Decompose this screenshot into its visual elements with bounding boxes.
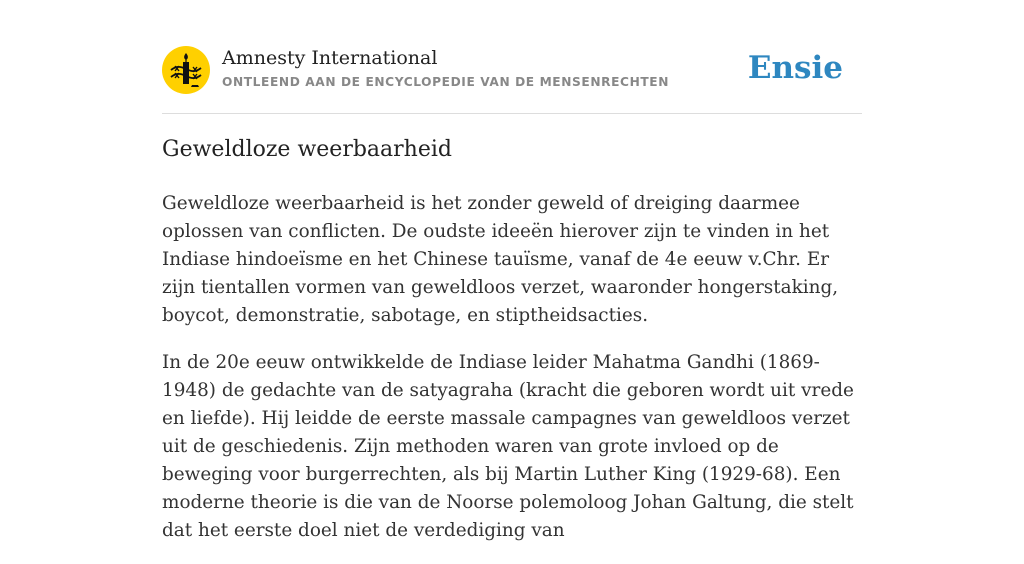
article-paragraph: In de 20e eeuw ontwikkelde de Indiase leider Mahatma Gandhi (1869-1948) de gedachte van de satyagraha (kracht die geboren wordt uit vrede en liefde). Hij leidde de eerste massale campagnes van geweldloos verzet uit de geschiedenis. Zijn methoden waren van grote invloed op de beweging voor burgerrechten, als bij Martin Luther King (1929-68). Een moderne theorie is die van de Noorse polemoloog Johan Galtung, die stelt dat het eerste doel niet de verdediging van [162,352,854,541]
header [162,46,862,96]
amnesty-candle-icon[interactable] [162,46,210,94]
site-logo[interactable]: Ensie [747,50,843,86]
header-divider [162,113,862,114]
article-paragraph: Geweldloze weerbaarheid is het zonder geweld of dreiging daarmee oplossen van conflicten. De oudste ideeën hierover zijn te vinden in het Indiase hindoeïsme en het Chinese tauïsme, vanaf de 4e eeuw v.Chr. Er zijn tientallen vormen van geweldloos verzet, waaronder hongerstaking, boycot, demonstratie, sabotage, en stiptheidsacties. [162,193,839,326]
source-label: ONTLEEND AAN DE ENCYCLOPEDIE VAN DE MENSENRECHTEN [222,75,670,89]
org-name[interactable]: Amnesty International [222,47,438,69]
article-title: Geweldloze weerbaarheid [162,137,452,162]
article-body [162,190,866,564]
